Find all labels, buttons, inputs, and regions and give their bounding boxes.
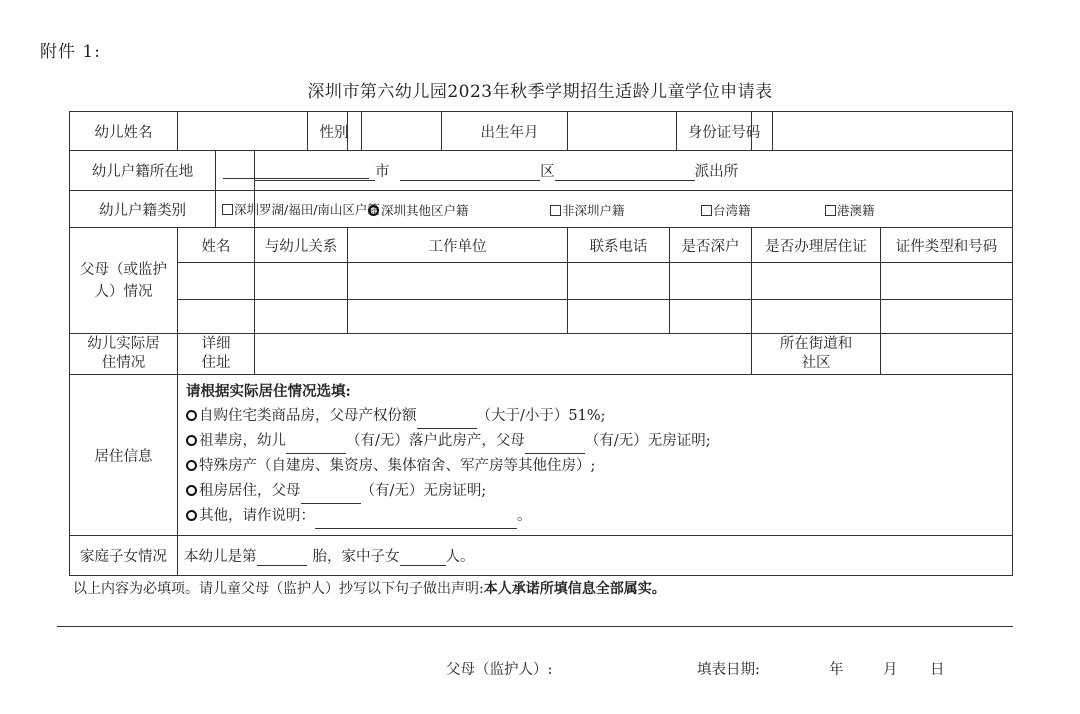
birth-order-blank[interactable]	[257, 550, 307, 566]
parents-header-employer: 工作单位	[348, 228, 568, 263]
parent1-hukou-cell[interactable]	[670, 263, 752, 300]
city-blank[interactable]	[223, 162, 369, 178]
declaration-note-prefix: 以上内容为必填项。请儿童父母（监护人）抄写以下句子做出声明:	[73, 581, 484, 597]
household-option-hk-macao[interactable]	[825, 201, 875, 219]
form-title: 深圳市第六幼儿园2023年秋季学期招生适龄儿童学位申请表	[307, 82, 773, 102]
gender-label: 性别	[319, 124, 349, 141]
parent1-phone-cell[interactable]	[568, 263, 670, 300]
rental-proof-blank[interactable]	[301, 488, 361, 504]
birth-date-label: 出生年月	[480, 124, 539, 141]
other-explanation-blank[interactable]	[315, 513, 517, 529]
checkbox-icon	[550, 205, 561, 216]
parents-header-shenzhen-hukou: 是否深户	[670, 228, 752, 263]
living-option-grandparents-suffix: （有/无）无房证明;	[584, 433, 711, 449]
household-option-non-shenzhen[interactable]	[550, 201, 625, 219]
household-type-label-cell	[70, 191, 380, 228]
living-option-grandparents[interactable]	[186, 429, 1004, 454]
household-type-label: 幼儿户籍类别	[99, 202, 186, 219]
living-option-rental-suffix: （有/无）无房证明;	[360, 483, 487, 499]
district-blank[interactable]	[400, 165, 540, 181]
parent1-employer-cell[interactable]	[348, 263, 568, 300]
family-children-suffix: 人。	[445, 549, 475, 565]
parents-label: 父母（或监护人）情况	[70, 228, 178, 334]
date-day-label: 日	[930, 662, 945, 678]
no-house-proof-blank[interactable]	[525, 438, 585, 454]
birth-date-field[interactable]	[568, 112, 761, 151]
parent2-relation-cell[interactable]	[255, 300, 348, 334]
date-year-label: 年	[829, 662, 844, 678]
parent2-id-cell[interactable]	[881, 300, 1013, 334]
living-info-heading: 请根据实际居住情况选填:	[186, 383, 351, 400]
household-option-taiwan[interactable]	[701, 201, 751, 219]
family-children-field	[178, 536, 1013, 576]
district-label: 区	[540, 164, 555, 180]
id-number-field[interactable]	[752, 112, 1013, 151]
address-field[interactable]	[255, 334, 752, 375]
household-option-hk-macao-text: 港澳籍	[837, 203, 875, 218]
children-count-blank[interactable]	[400, 550, 446, 566]
living-option-special[interactable]	[186, 454, 1004, 479]
household-location-label: 幼儿户籍所在地	[91, 164, 194, 180]
living-option-grandparents-mid: （有/无）落户此房产，父母	[346, 433, 525, 449]
application-form	[69, 111, 1013, 576]
parent-signature-label: 父母（监护人）:	[446, 662, 553, 678]
checkbox-icon	[825, 205, 836, 216]
living-option-special-text: 特殊房产（自建房、集资房、集体宿舍、军产房等其他住房）;	[199, 458, 596, 474]
living-info-options	[178, 375, 1013, 536]
household-option-other-district-text: 深圳其他区户籍	[381, 203, 469, 218]
parents-header-residence-permit: 是否办理居住证	[752, 228, 881, 263]
parent2-permit-cell[interactable]	[752, 300, 881, 334]
property-share-blank[interactable]	[417, 413, 477, 429]
residence-label: 幼儿实际居住情况	[70, 334, 178, 375]
household-location-label-cell	[70, 151, 255, 191]
bullet-dot-icon	[186, 460, 197, 471]
living-option-rental-text: 租房居住，父母	[199, 483, 301, 499]
living-option-grandparents-text: 祖辈房，幼儿	[199, 433, 286, 449]
city-label: 市	[375, 164, 390, 180]
child-name-label: 幼儿姓名	[70, 112, 178, 151]
parents-header-id-type: 证件类型和号码	[881, 228, 1013, 263]
bullet-dot-icon	[186, 435, 197, 446]
family-children-prefix: 本幼儿是第	[184, 549, 257, 565]
address-label: 详细住址	[178, 334, 255, 375]
street-community-label: 所在街道和社区	[752, 334, 881, 375]
parent1-name-cell[interactable]	[178, 263, 255, 300]
date-month-label: 月	[883, 662, 898, 678]
living-option-purchased-text: 自购住宅类商品房，父母产权份额	[199, 408, 417, 424]
bullet-dot-icon	[186, 410, 197, 421]
parent1-permit-cell[interactable]	[752, 263, 881, 300]
selected-dot-icon	[368, 205, 379, 216]
attachment-label: 附件 1:	[40, 42, 101, 62]
settled-blank[interactable]	[286, 438, 346, 454]
id-number-label: 身份证号码	[687, 124, 761, 141]
living-option-purchased[interactable]	[186, 404, 1004, 429]
family-children-mid: 胎，家中子女	[312, 549, 400, 565]
parents-header-name: 姓名	[178, 228, 255, 263]
parent2-employer-cell[interactable]	[348, 300, 568, 334]
parent2-hukou-cell[interactable]	[670, 300, 752, 334]
living-info-label: 居住信息	[70, 375, 178, 536]
bullet-dot-icon	[186, 510, 197, 521]
living-option-rental[interactable]	[186, 479, 1004, 504]
declaration-note	[73, 578, 666, 598]
parents-header-relation: 与幼儿关系	[255, 228, 348, 263]
police-station-label: 派出所	[694, 164, 739, 180]
living-option-other-suffix: 。	[517, 508, 532, 524]
child-name-field[interactable]	[178, 112, 348, 151]
family-children-label: 家庭子女情况	[70, 536, 178, 576]
street-community-field[interactable]	[881, 334, 1013, 375]
household-option-taiwan-text: 台湾籍	[713, 203, 751, 218]
checkbox-icon	[222, 204, 233, 215]
household-option-non-shenzhen-text: 非深圳户籍	[562, 203, 625, 218]
living-option-purchased-suffix: （大于/小于）51%;	[476, 408, 606, 424]
household-option-other-district[interactable]	[368, 201, 469, 219]
household-option-luohu-text: 深圳罗湖/福田/南山区户籍	[234, 202, 380, 217]
gender-field[interactable]	[348, 112, 568, 151]
declaration-copy-line[interactable]	[57, 626, 1013, 627]
bullet-dot-icon	[186, 485, 197, 496]
fill-date-label: 填表日期:	[697, 662, 760, 678]
parents-header-phone: 联系电话	[568, 228, 670, 263]
police-station-blank[interactable]	[555, 165, 695, 181]
declaration-statement: 本人承诺所填信息全部属实。	[483, 581, 666, 597]
household-type-options	[255, 191, 1013, 228]
parent2-name-cell[interactable]	[178, 300, 255, 334]
checkbox-icon	[701, 205, 712, 216]
parent2-phone-cell[interactable]	[568, 300, 670, 334]
parent1-id-cell[interactable]	[881, 263, 1013, 300]
living-option-other-text: 其他，请作说明：	[199, 508, 315, 524]
living-option-other[interactable]	[186, 504, 1004, 529]
parent1-relation-cell[interactable]	[255, 263, 348, 300]
